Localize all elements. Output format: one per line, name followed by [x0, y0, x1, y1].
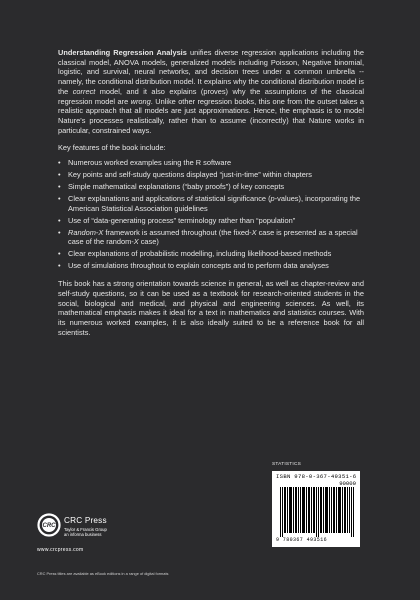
- intro-emphasis-correct: correct: [72, 86, 96, 96]
- publisher-url: www.crcpress.com: [37, 547, 84, 553]
- closing-paragraph: This book has a strong orientation towards science in general, as well as chapter-review and self-study questions, so it can be used as a textbook for research-oriented students in the social, biological and medical, and physical and engineering sciences. As well, its mathematical emphasis makes it ideal for a text in mathematics and statistics courses. With its numerous worked examples, it is also ideally suited to be a reference book for all scientists.: [58, 279, 364, 337]
- feature-text: Clear explanations of probabilistic modelling, including likelihood-based methods: [68, 249, 332, 259]
- features-heading: Key features of the book include:: [58, 143, 166, 153]
- feature-emphasis: Random-X: [68, 227, 104, 237]
- isbn-number: ISBN 978-0-367-49351-6: [276, 473, 357, 480]
- publisher-group: Taylor & Francis Group: [64, 527, 107, 532]
- feature-item: [58, 182, 364, 192]
- feature-emphasis: X: [251, 227, 257, 237]
- feature-text: case is presented as a special case of the random-: [68, 227, 358, 247]
- feature-text: -values), incorporating the American Statistical Association guidelines: [68, 194, 361, 213]
- footer-note: CRC Press titles are available as eBook editions in a range of digital formats: [37, 571, 169, 576]
- feature-text: Clear explanations and applications of statistical significance (: [68, 194, 271, 204]
- barcode-digits: 9 780367 493516: [276, 537, 328, 543]
- feature-text: Use of “data-generating process” terminology rather than “population”: [68, 215, 296, 225]
- crc-press-logo-icon: [37, 513, 61, 537]
- intro-text-1: unifies diverse regression applications including the classical model, ANOVA models, generalized models including Poisson, Negative binomial, logistic, and survival, neural networks, and decision trees under a common umbrella -- namely, the conditional distribution model. It explains why the conditional distribution model is the: [58, 48, 364, 96]
- feature-text: Simple mathematical explanations (“baby proofs”) of key concepts: [68, 182, 285, 192]
- feature-item: [58, 249, 364, 259]
- intro-text-3: . Unlike other regression books, this one from the outset takes a realistic approach that all models are just approximations. Hence, the emphasis is to model Nature’s processes realistically, rather than to assume (incorrectly) that Nature works in particular, constrained ways.: [58, 96, 364, 135]
- features-list: [58, 158, 364, 271]
- feature-item: [58, 194, 364, 213]
- intro-paragraph: [58, 48, 364, 135]
- logo-lettering: CRC: [42, 523, 56, 530]
- feature-text: case): [138, 237, 159, 247]
- feature-text: Key points and self-study questions displayed “just-in-time” within chapters: [68, 170, 313, 180]
- feature-emphasis: X: [133, 237, 139, 247]
- feature-text: Numerous worked examples using the R software: [68, 158, 232, 168]
- feature-text: framework is assumed throughout (the fixed-: [103, 227, 252, 237]
- cover-text: [58, 48, 364, 337]
- feature-emphasis: p: [270, 194, 275, 204]
- publisher-tagline: an informa business: [64, 532, 102, 537]
- feature-item: [58, 170, 364, 180]
- book-title: Understanding Regression Analysis: [58, 48, 187, 57]
- feature-text: Use of simulations throughout to explain concepts and to perform data analyses: [68, 261, 329, 271]
- isbn-barcode: [272, 471, 360, 547]
- intro-emphasis-wrong: wrong: [130, 96, 151, 106]
- feature-item: [58, 216, 364, 226]
- category-label: STATISTICS: [272, 462, 302, 467]
- barcode-bars: [280, 487, 354, 537]
- publisher-name: CRC Press: [64, 516, 107, 525]
- price-code: 90000: [339, 480, 356, 487]
- feature-item: [58, 228, 364, 247]
- feature-item: [58, 158, 364, 168]
- feature-item: [58, 261, 364, 271]
- intro-text-2: model, and it also explains (proves) why the assumptions of the classical regression model are: [58, 86, 365, 106]
